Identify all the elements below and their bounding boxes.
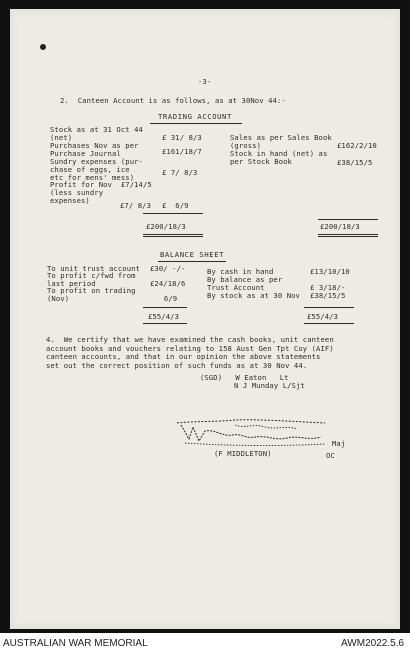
trading-right-label-0: Sales as per Sales Book (gross) xyxy=(230,133,332,150)
trading-title-underline xyxy=(150,123,242,124)
trading-right-total: £200/18/3 xyxy=(320,222,360,231)
balance-right-amount-2: £38/15/5 xyxy=(310,291,346,300)
balance-right-label-1: By balance as per Trust Account xyxy=(207,275,283,292)
balance-left-amount-0: £30/ -/- xyxy=(150,264,186,273)
trading-left-amount-2: £ 7/ 8/3 xyxy=(162,168,198,177)
balance-right-double-rule xyxy=(304,323,354,324)
trading-left-label-3: Profit for Nov £7/14/5 (less sundry expenses) xyxy=(50,180,152,205)
trading-left-double-rule xyxy=(143,234,203,235)
balance-left-rule xyxy=(143,307,187,308)
archive-footer xyxy=(0,633,410,653)
balance-left-label-2: To profit on trading (Nov) xyxy=(47,286,136,303)
signatory-title: OC xyxy=(326,451,335,460)
intro-line: 2. Canteen Account is as follows, as at 30Nov 44:- xyxy=(60,96,286,105)
balance-left-total: £55/4/3 xyxy=(148,312,179,321)
punch-hole xyxy=(40,44,46,50)
document-page xyxy=(10,9,400,629)
trading-right-double-rule xyxy=(318,234,378,235)
signatory-rank: Maj xyxy=(332,439,346,448)
balance-left-amount-2: 6/9 xyxy=(155,294,178,303)
balance-right-amount-1: £ 3/18/- xyxy=(310,283,346,292)
trading-right-amount-0: £162/2/10 xyxy=(337,141,377,150)
trading-right-rule xyxy=(318,219,378,220)
balance-right-label-2: By stock as at 30 Nov xyxy=(207,291,300,300)
trading-left-label-0: Stock as at 31 Oct 44 (net) xyxy=(50,125,143,142)
balance-right-label-0: By cash in hand xyxy=(207,267,274,276)
trading-left-total: £200/18/3 xyxy=(146,222,186,231)
trading-title: TRADING ACCOUNT xyxy=(158,112,232,121)
footer-id: AWM2022.5.6 xyxy=(341,638,404,649)
footer-source: AUSTRALIAN WAR MEMORIAL xyxy=(3,638,148,649)
trading-left-label-2: Sundry expenses (pur- chase of eggs, ice etc for mens' mess) xyxy=(50,157,143,182)
trading-left-amount-1: £161/18/7 xyxy=(162,147,202,156)
signed-line-1: (SGD) W Eaton Lt xyxy=(200,373,289,382)
trading-left-rule xyxy=(143,213,203,214)
signed-line-2: N J Munday L/Sjt xyxy=(234,381,305,390)
trading-right-amount-1: £38/15/5 xyxy=(337,158,373,167)
certification-text: 4. We certify that we have examined the cash books, unit canteen account books and vouchers relating to 158 Aust Gen Tpt Coy (AIF) canteen accounts, and that in our opinion the above statements set out the correct position of such funds as at 30 Nov 44. xyxy=(46,335,334,370)
trading-left-amount-0: £ 31/ 8/3 xyxy=(162,133,202,142)
balance-left-label-1: To profit c/fwd from last period xyxy=(47,271,136,288)
trading-left-label-1: Purchases Nov as per Purchase Journal xyxy=(50,141,139,158)
trading-left-label-4: £7/ 8/3 xyxy=(120,201,151,210)
balance-title: BALANCE SHEET xyxy=(160,250,225,259)
trading-left-amount-4: £ 6/9 xyxy=(162,201,189,210)
signatory-name: (F MIDDLETON) xyxy=(214,449,272,458)
trading-right-double-rule-2 xyxy=(318,236,378,237)
balance-right-rule xyxy=(304,307,354,308)
balance-left-double-rule xyxy=(143,323,187,324)
balance-left-label-0: To unit trust account xyxy=(47,264,140,273)
page-number: -3- xyxy=(198,77,212,86)
balance-right-total: £55/4/3 xyxy=(307,312,338,321)
balance-left-amount-1: £24/18/6 xyxy=(150,279,186,288)
trading-left-double-rule-2 xyxy=(143,236,203,237)
balance-title-underline xyxy=(158,261,226,262)
handwritten-signature xyxy=(175,417,335,451)
trading-right-label-1: Stock in hand (net) as per Stock Book xyxy=(230,149,328,166)
balance-right-amount-0: £13/10/10 xyxy=(310,267,350,276)
